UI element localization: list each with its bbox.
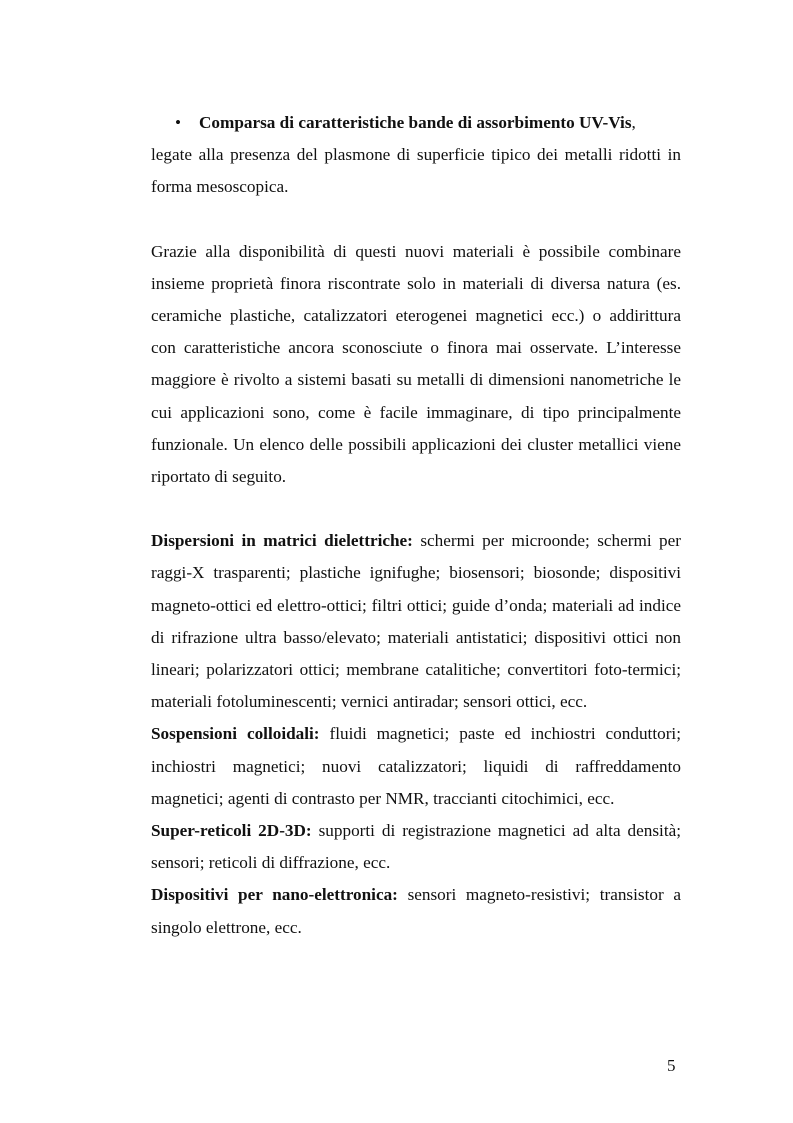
- bullet-title-suffix: ,: [631, 113, 636, 132]
- application-sospensioni: [151, 718, 681, 815]
- bullet-first-line: [151, 107, 681, 139]
- application-text: supporti di registrazione magnetici ad alta densità; sensori; reticoli di diffrazione, ecc.: [151, 821, 681, 873]
- application-heading: Dispositivi per nano-elettronica:: [151, 885, 398, 905]
- intro-paragraph: Grazie alla disponibilità di questi nuovi materiali è possibile combinare insieme proprietà finora riscontrate solo in materiali di diversa natura (es. ceramiche plastiche, catalizzatori eterogenei magnetici ecc.) o addirittura con caratteristiche ancora sconosciute o finora mai osservate. L’interesse maggiore è rivolto a sistemi basati su metalli di dimensioni nanometriche le cui applicazioni sono, come è facile immaginare, di tipo principalmente funzionale. Un elenco delle possibili applicazioni dei cluster metallici viene riportato di seguito.: [151, 241, 681, 487]
- spacer: [151, 204, 681, 236]
- page-number: 5: [667, 1056, 676, 1075]
- application-text: schermi per microonde; schermi per raggi-X trasparenti; plastiche ignifughe; biosensori; biosonde; dispositivi magneto-ottici ed elettro-ottici; filtri ottici; guide d’onda; materiali ad indice di rifrazione ultra basso/elevato; materiali antistatici; dispositivi ottici non lineari; polarizzatori ottici; membrane catalitiche; convertitori foto-termici; materiali fotoluminescenti; vernici antiradar; sensori ottici, ecc.: [151, 531, 681, 712]
- application-text: fluidi magnetici; paste ed inchiostri conduttori; inchiostri magnetici; nuovi catalizzatori; liquidi di raffreddamento magnetici; agenti di contrasto per NMR, traccianti citochimici, ecc.: [151, 724, 681, 808]
- document-page: [151, 107, 681, 944]
- application-heading: Dispersioni in matrici dielettriche:: [151, 531, 413, 551]
- bullet-dot-icon: •: [175, 113, 182, 132]
- application-nano-elettronica: [151, 879, 681, 943]
- spacer: [151, 493, 681, 525]
- application-heading: Super-reticoli 2D-3D:: [151, 821, 312, 841]
- bullet-item: [151, 107, 681, 204]
- bullet-text: legate alla presenza del plasmone di superficie tipico dei metalli ridotti in forma mesoscopica.: [151, 145, 681, 197]
- bullet-title: Comparsa di caratteristiche bande di assorbimento UV-Vis: [199, 113, 632, 132]
- application-dispersioni: [151, 525, 681, 718]
- application-heading: Sospensioni colloidali:: [151, 724, 320, 744]
- application-text: sensori magneto-resistivi; transistor a singolo elettrone, ecc.: [151, 885, 681, 937]
- application-super-reticoli: [151, 815, 681, 879]
